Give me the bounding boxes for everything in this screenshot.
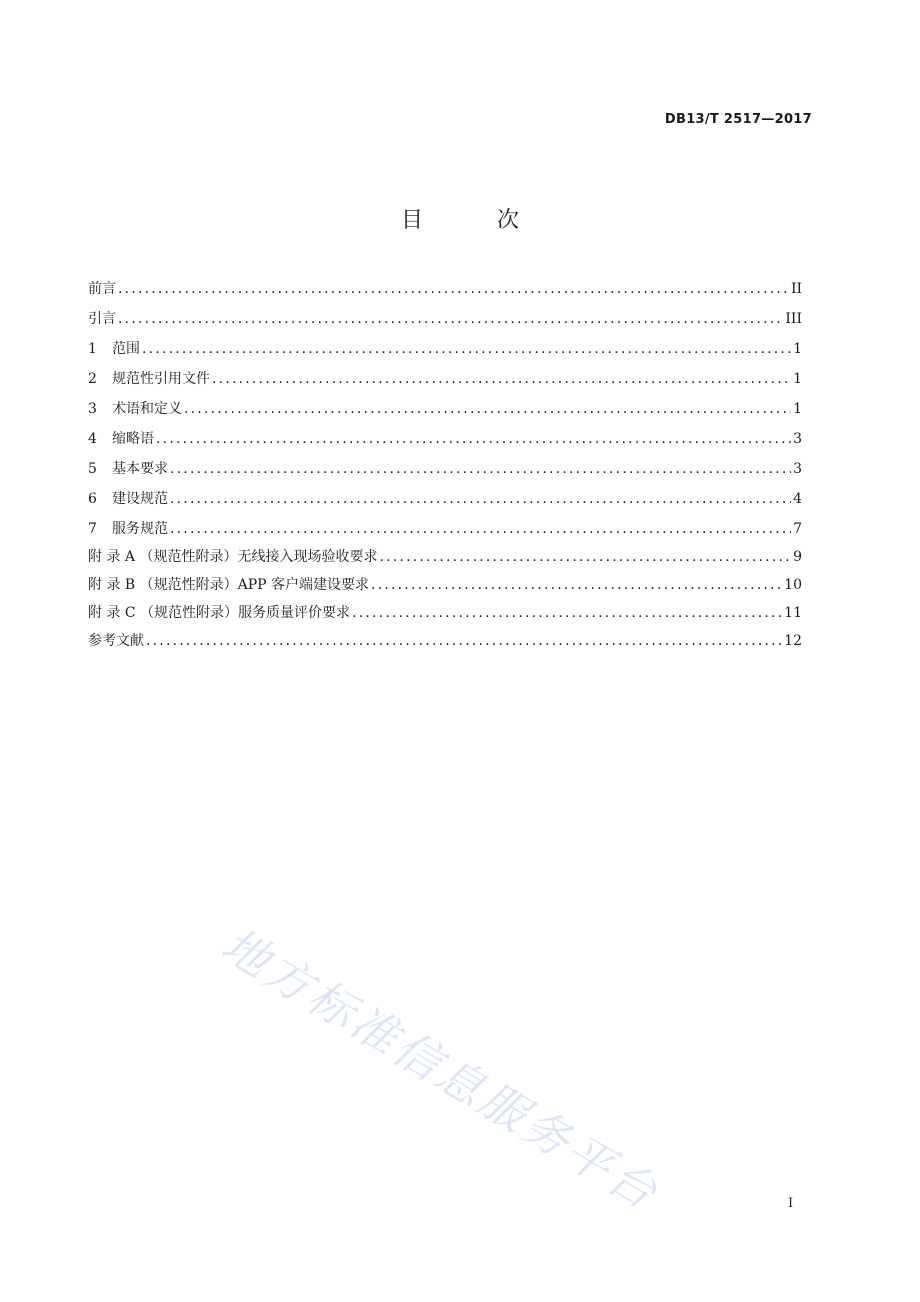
- toc-entry-label: 缩略语: [112, 431, 154, 447]
- toc-entry-label: 基本要求: [112, 461, 168, 477]
- toc-entry-page: 4: [793, 491, 802, 507]
- dot-leader: [184, 398, 791, 420]
- toc-entry-service-spec[interactable]: [88, 518, 802, 546]
- dot-leader: [146, 630, 782, 652]
- toc-entry-appendix-a[interactable]: [88, 546, 802, 574]
- dot-leader: [212, 368, 791, 390]
- toc-entry-scope[interactable]: [88, 338, 802, 368]
- dot-leader: [156, 428, 791, 450]
- toc-entry-page: 1: [793, 341, 802, 357]
- dot-leader: [118, 308, 783, 330]
- dot-leader: [170, 458, 791, 480]
- toc-entry-abbreviations[interactable]: [88, 428, 802, 458]
- toc-entry-page: 1: [793, 401, 802, 417]
- toc-entry-appendix-b[interactable]: [88, 574, 802, 602]
- dot-leader: [371, 574, 782, 596]
- toc-entry-page: II: [790, 281, 802, 297]
- toc-entry-label: 无线接入现场验收要求: [237, 549, 378, 565]
- table-of-contents: [88, 278, 802, 658]
- toc-entry-page: 3: [793, 461, 802, 477]
- toc-entry-appendix-prefix: 附 录 B （规范性附录）: [88, 577, 238, 593]
- dot-leader: [142, 338, 791, 360]
- toc-entry-label: 术语和定义: [112, 401, 182, 417]
- toc-entry-number: 3: [88, 401, 97, 417]
- page-number: I: [788, 1196, 794, 1211]
- toc-entry-appendix-prefix: 附 录 A （规范性附录）: [88, 549, 238, 565]
- toc-entry-page: 1: [793, 371, 802, 387]
- toc-entry-label: 前言: [88, 281, 116, 297]
- toc-entry-label: 规范性引用文件: [112, 371, 210, 387]
- dot-leader: [170, 518, 791, 540]
- toc-entry-label: 参考文献: [88, 633, 144, 649]
- toc-entry-page: 12: [784, 633, 802, 649]
- dot-leader: [379, 546, 791, 568]
- toc-entry-label: 服务规范: [112, 521, 168, 537]
- toc-entry-page: 9: [793, 549, 802, 565]
- toc-entry-appendix-c[interactable]: [88, 602, 802, 630]
- toc-entry-number: 7: [88, 521, 97, 537]
- toc-entry-terms-definitions[interactable]: [88, 398, 802, 428]
- document-code: DB13/T 2517—2017: [664, 112, 812, 127]
- toc-entry-page: 10: [784, 577, 802, 593]
- dot-leader: [118, 278, 789, 300]
- toc-entry-normative-references[interactable]: [88, 368, 802, 398]
- toc-entry-bibliography[interactable]: [88, 630, 802, 658]
- toc-entry-page: 11: [784, 605, 802, 621]
- toc-entry-construction-spec[interactable]: [88, 488, 802, 518]
- toc-entry-foreword[interactable]: [88, 278, 802, 308]
- toc-entry-number: 2: [88, 371, 97, 387]
- toc-entry-label: 引言: [88, 311, 116, 327]
- toc-entry-basic-requirements[interactable]: [88, 458, 802, 488]
- toc-entry-label: 范围: [112, 341, 140, 357]
- toc-entry-number: 6: [88, 491, 97, 507]
- toc-entry-introduction[interactable]: [88, 308, 802, 338]
- toc-entry-label: 服务质量评价要求: [238, 605, 351, 621]
- toc-entry-page: 7: [793, 521, 802, 537]
- dot-leader: [352, 602, 782, 624]
- toc-entry-number: 5: [88, 461, 97, 477]
- page-title: 目 次: [400, 208, 545, 233]
- toc-entry-number: 4: [88, 431, 97, 447]
- watermark: 地方标准信息服务平台: [212, 917, 669, 1222]
- toc-entry-label: 建设规范: [112, 491, 168, 507]
- toc-entry-label: APP 客户端建设要求: [237, 577, 370, 593]
- toc-entry-page: 3: [793, 431, 802, 447]
- toc-entry-number: 1: [88, 341, 97, 357]
- toc-entry-page: III: [785, 311, 802, 327]
- toc-entry-appendix-prefix: 附 录 C （规范性附录）: [88, 605, 239, 621]
- dot-leader: [170, 488, 791, 510]
